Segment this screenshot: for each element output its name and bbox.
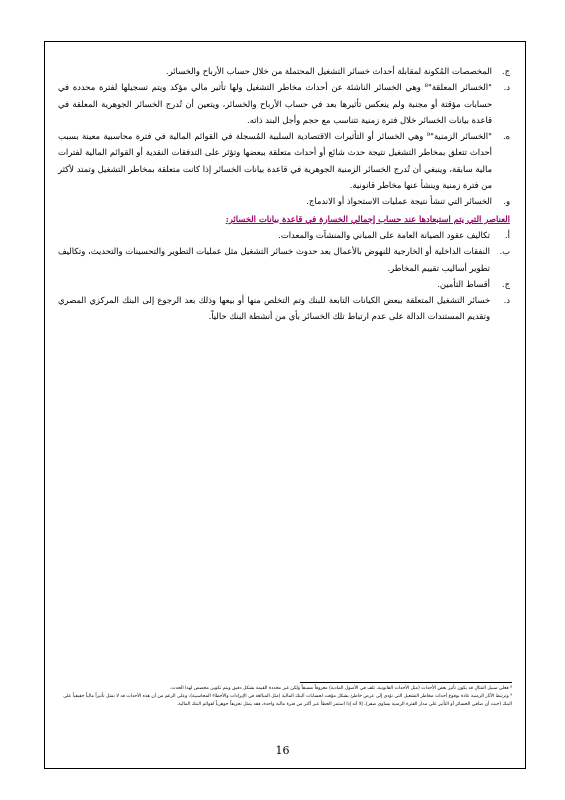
item-label: و. bbox=[503, 196, 510, 207]
list-item bbox=[58, 193, 510, 209]
item-text: أقساط التأمين. bbox=[437, 278, 490, 289]
item-text: "الخسائر الزمنية"⁹ وهي الخسائر أو التأثيرات الاقتصادية السلبية المُسجلة في القوائم المالية في فترة محاسبية معينة بسبب أحداث تتعلق بمخاطر التشغيل نتيجة حدث شائع أو أحداث متعلقة ببعضها وتؤثر على التدفقات النقدية أو القوائم المالية لفترات مالية سابقة، وينبغي أن تُدرج الخسائر الزمنية الجوهرية في قاعدة بيانات الخسائر إذا كانت متعلقة بمخاطر التشغيل وتمتد لأكثر من فترة زمنية وينشأ عنها مخاطر قانونية. bbox=[58, 131, 492, 191]
list-item bbox=[58, 243, 510, 276]
list-item bbox=[58, 79, 510, 128]
item-label: د. bbox=[503, 295, 510, 306]
item-text: الخسائر التي تنشأ نتيجة عمليات الاستحواذ أو الاندماج. bbox=[306, 196, 492, 207]
item-label: ج. bbox=[501, 66, 510, 76]
item-text: تكاليف عقود الصيانة العامة على المباني والمنشآت والمعدات. bbox=[278, 229, 490, 240]
item-label: د. bbox=[503, 82, 510, 93]
excluded-items-list bbox=[58, 227, 510, 325]
item-text: المخصصات المُكونة لمقابلة أحداث خسائر التشغيل المحتملة من خلال حساب الأرباح والخسائر. bbox=[165, 66, 492, 76]
list-item bbox=[58, 63, 510, 79]
list-item bbox=[58, 276, 510, 292]
footnotes bbox=[58, 685, 512, 708]
item-label: ج. bbox=[501, 278, 510, 289]
footnote: ⁹ وترتبط الآثار الزمنية عادة بوقوع أحداث مخاطر التشغيل التي تؤدي إلى عرض خاطئ بشكل مؤقت لحسابات البنك المالية (مثل المبالغة في الإيرادات والأخطاء المحاسبية)، وعلى الرغم من أن هذه الأحداث قد لا تمثل تأثيراً مالياً حقيقياً على البنك (حيث أن صافي الخسائر أو التأثير على مدار الفترة الزمنية يساوي صفر)، إلا أنه إذا استمر الخطأ عبر أكثر من فترة مالية واحدة، فقد يمثل تحريفاً جوهرياً لقوائم البنك المالية. bbox=[63, 693, 512, 707]
item-text: خسائر التشغيل المتعلقة ببعض الكيانات التابعة للبنك وتم التخلص منها أو بيعها وذلك بعد الرجوع إلى البنك المركزي المصري وتقديم المستندات الدالة على عدم ارتباط تلك الخسائر بأي من أنشطة البنك حالياً. bbox=[58, 295, 490, 322]
item-label: ب. bbox=[499, 246, 510, 257]
document-body bbox=[58, 63, 510, 325]
section-heading: العناصر التي يتم استبعادها عند حساب إجمالي الخسارة في قاعدة بيانات الخسائر: bbox=[225, 213, 510, 224]
item-text: النفقات الداخلية أو الخارجية للنهوض بالأعمال بعد حدوث خسائر التشغيل مثل عمليات التطوير والتحسينات والتحديث، وتكاليف تطوير أساليب تقييم المخاطر. bbox=[58, 246, 490, 273]
list-item bbox=[58, 292, 510, 325]
footnote: ⁸ فعلى سبيل المثال قد يكون تأثير بعض الأحداث (مثل الأحداث القانونية، تلف في الأصول المادية) معروفاً مسبقاً ولكن غير محددة القيمة بشكل دقيق ويتم تكوين مخصص لهذا الحدث. bbox=[169, 686, 512, 691]
footnote-divider bbox=[300, 682, 512, 683]
item-label: ه. bbox=[502, 131, 510, 142]
list-item bbox=[58, 227, 510, 243]
page-number: 16 bbox=[275, 744, 290, 757]
item-text: "الخسائر المعلقة"⁸ وهي الخسائر الناشئة عن أحداث مخاطر التشغيل ولها تأثير مالي مؤكد ويتم تسجيلها لفترة محددة في حسابات مؤقتة أو مجنبة ولم ينعكس تأثيرها بعد في حساب الأرباح والخسائر، ويتعين أن تُدرج الخسائر الجوهرية المعلقة في قاعدة بيانات الخسائر خلال فترة زمنية تتناسب مع حجم وأجل البند ذاته. bbox=[58, 82, 492, 125]
item-label: أ. bbox=[505, 229, 510, 240]
loss-items-list bbox=[58, 63, 510, 210]
list-item bbox=[58, 128, 510, 193]
